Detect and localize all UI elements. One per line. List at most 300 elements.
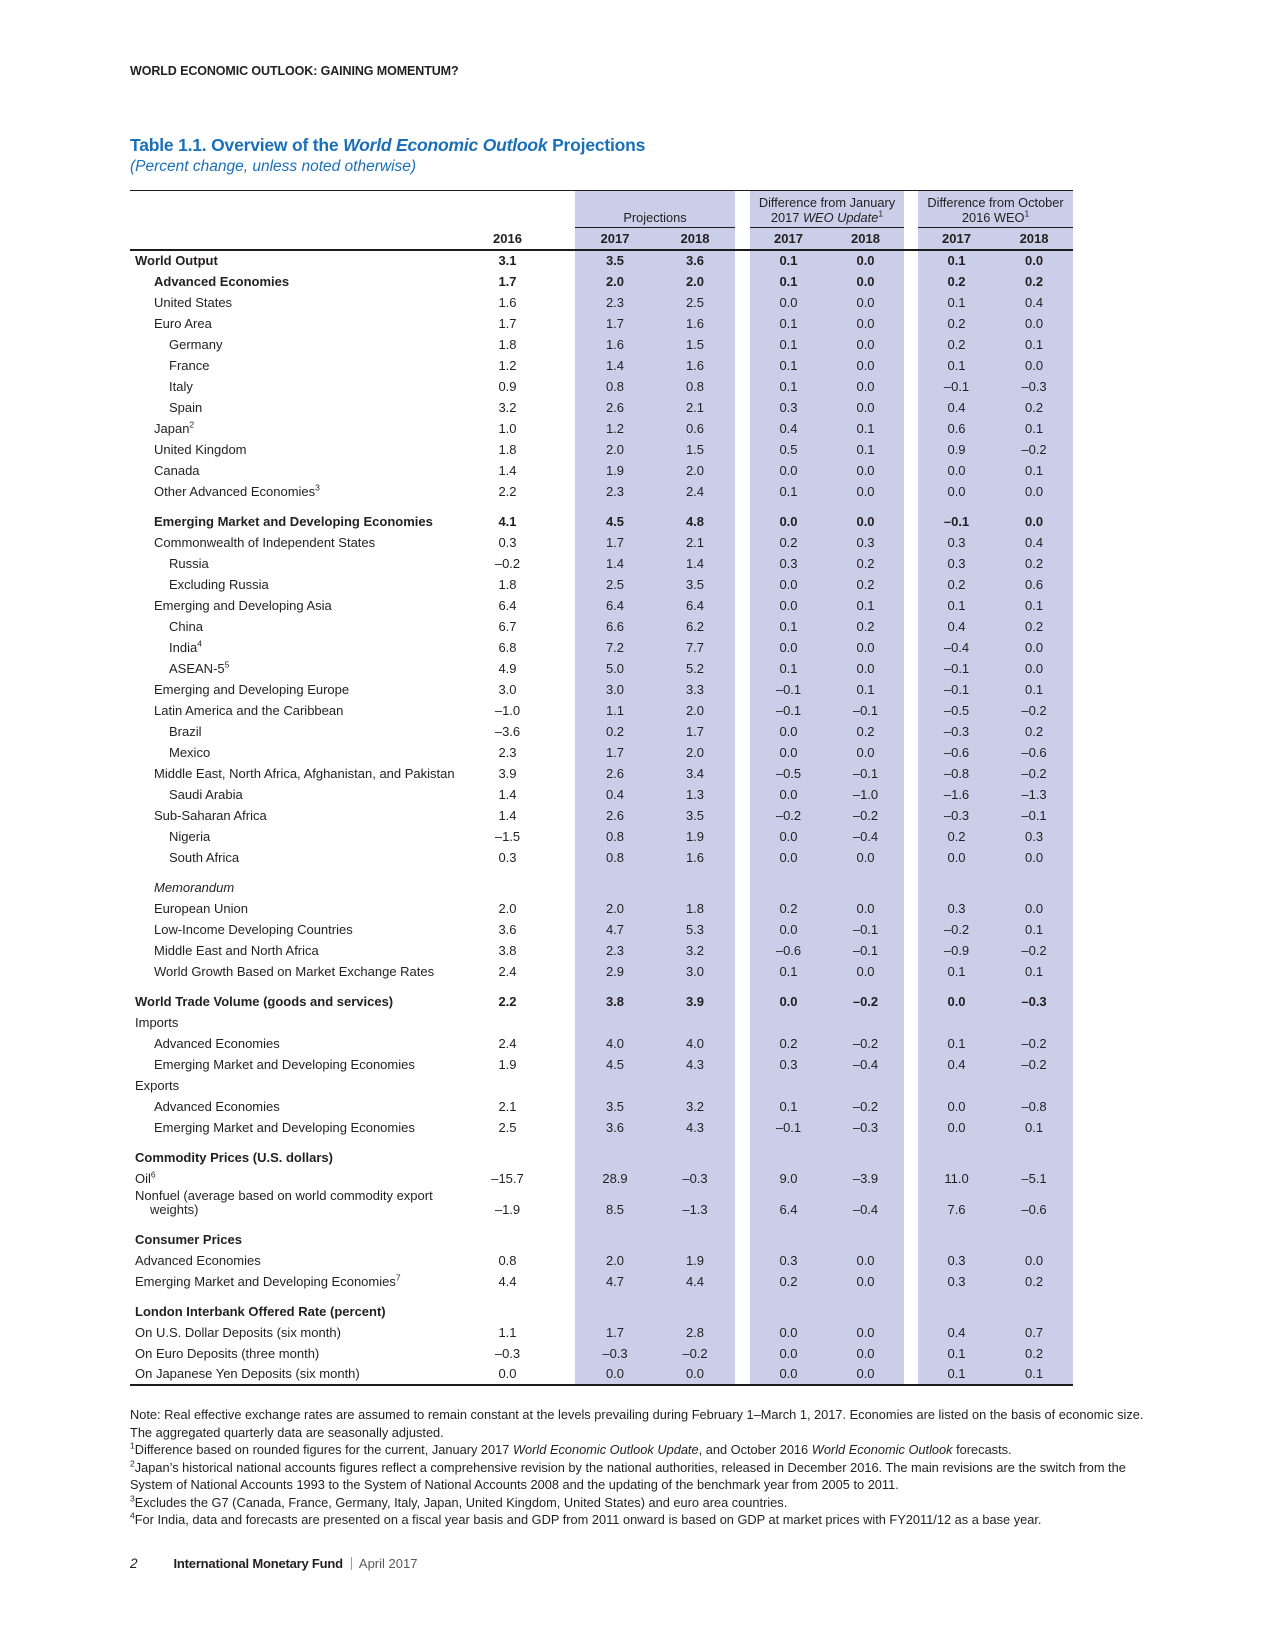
- column-gap: [904, 418, 918, 439]
- row-label: Italy: [169, 378, 193, 394]
- column-gap: [735, 763, 750, 784]
- column-gap: [904, 1229, 918, 1250]
- table-row: [130, 877, 1073, 898]
- cell-value: 1.5: [685, 336, 705, 352]
- column-gap: [735, 1301, 750, 1322]
- cell-value: 0.1: [779, 483, 798, 499]
- cell-value: 0.0: [779, 576, 798, 592]
- cell-value: 0.4: [605, 786, 625, 802]
- cell-value: 0.4: [947, 1056, 966, 1072]
- row-label: World Trade Volume (goods and services): [135, 993, 394, 1009]
- column-gap: [904, 616, 918, 637]
- cell-value: 0.0: [779, 849, 798, 865]
- table-title-italic: World Economic Outlook: [343, 135, 548, 155]
- cell-value: 2.5: [605, 576, 625, 592]
- cell-value: 1.7: [498, 273, 517, 289]
- row-label: South Africa: [169, 849, 240, 865]
- column-gap: [904, 1271, 918, 1292]
- table-row: [130, 1033, 1073, 1054]
- cell-value: 3.5: [685, 576, 705, 592]
- cell-value: –0.2: [775, 807, 802, 823]
- cell-value: 4.7: [605, 1273, 625, 1289]
- cell-value: [655, 1301, 735, 1322]
- cell-value: 0.2: [1024, 273, 1044, 289]
- cell-value: 0.3: [779, 1056, 798, 1072]
- row-label: London Interbank Offered Rate (percent): [135, 1303, 386, 1319]
- cell-value: 0.0: [1024, 252, 1044, 268]
- column-gap: [904, 228, 918, 250]
- cell-value: 0.1: [947, 357, 966, 373]
- cell-value: 1.4: [498, 786, 517, 802]
- empty-header-cell: [130, 228, 480, 250]
- cell-value: 7.6: [947, 1201, 966, 1217]
- cell-value: 4.3: [685, 1119, 705, 1135]
- cell-value: –0.2: [1021, 1035, 1047, 1051]
- cell-value: 0.0: [1024, 315, 1044, 331]
- row-label: On Euro Deposits (three month): [135, 1345, 320, 1361]
- table-row: [130, 826, 1073, 847]
- cell-value: 2.1: [498, 1098, 517, 1114]
- cell-value: 0.0: [1024, 639, 1044, 655]
- cell-value: 0.2: [1024, 723, 1044, 739]
- cell-value: 2.2: [498, 483, 517, 499]
- col-group-projections: [575, 191, 735, 228]
- cell-value: –0.2: [1021, 765, 1047, 781]
- column-gap: [735, 679, 750, 700]
- column-gap: [904, 1364, 918, 1385]
- table-note: Note: Real effective exchange rates are assumed to remain constant at the levels prevailing during February 1–March 1, 2017. Economies are listed on the basis of economic size. The aggregated quarterly data are seasonally adjusted.: [130, 1407, 1144, 1440]
- cell-value: 6.4: [605, 597, 625, 613]
- cell-value: 0.7: [1024, 1324, 1044, 1340]
- cell-value: –15.7: [491, 1170, 524, 1186]
- cell-value: –0.4: [943, 639, 970, 655]
- cell-value: 3.8: [605, 993, 625, 1009]
- cell-value: 0.4: [1024, 294, 1044, 310]
- cell-value: 0.3: [947, 1273, 966, 1289]
- cell-value: 0.0: [750, 1364, 827, 1385]
- column-gap: [904, 1250, 918, 1271]
- cell-value: 0.4: [947, 1324, 966, 1340]
- cell-value: 7.2: [605, 639, 625, 655]
- cell-value: 0.0: [480, 1364, 575, 1385]
- cell-value: 2.0: [685, 744, 705, 760]
- column-gap: [904, 397, 918, 418]
- cell-value: 8.5: [605, 1201, 625, 1217]
- cell-value: 0.0: [856, 252, 875, 268]
- column-gap: [735, 250, 750, 271]
- cell-value: 5.0: [605, 660, 625, 676]
- column-gap: [904, 1033, 918, 1054]
- col-group-diff-january: [750, 191, 904, 228]
- cell-value: –1.9: [494, 1201, 521, 1217]
- table-row: [130, 805, 1073, 826]
- row-label: Emerging Market and Developing Economies$^7$: [135, 1272, 401, 1289]
- cell-value: 6.2: [685, 618, 705, 634]
- table-row: [130, 271, 1073, 292]
- cell-value: [827, 1075, 904, 1096]
- cell-value: 0.0: [856, 900, 875, 916]
- cell-value: –0.1: [775, 681, 802, 697]
- cell-value: [655, 1147, 735, 1168]
- column-gap: [735, 940, 750, 961]
- cell-value: –0.1: [852, 921, 879, 937]
- column-gap: [904, 784, 918, 805]
- table-row: [130, 1189, 1073, 1220]
- cell-value: 0.8: [498, 1252, 517, 1268]
- row-label: Memorandum: [154, 879, 235, 895]
- cell-value: 0.0: [779, 723, 798, 739]
- cell-value: 0.2: [947, 315, 966, 331]
- row-label: Middle East, North Africa, Afghanistan, and Pakistan: [154, 765, 455, 781]
- year-header-2016: 2016: [480, 228, 575, 250]
- cell-value: [995, 1075, 1073, 1096]
- row-label-line2: weights): [150, 1201, 199, 1217]
- cell-value: –3.9: [852, 1170, 879, 1186]
- row-label: On Japanese Yen Deposits (six month): [135, 1365, 360, 1381]
- cell-value: 1.8: [498, 441, 517, 457]
- column-gap: [735, 1189, 750, 1220]
- row-label: Germany: [169, 336, 223, 352]
- running-head: WORLD ECONOMIC OUTLOOK: GAINING MOMENTUM?: [130, 64, 459, 78]
- cell-value: 2.6: [605, 399, 625, 415]
- cell-value: 0.0: [655, 1364, 735, 1385]
- column-gap: [735, 1147, 750, 1168]
- cell-value: [750, 1075, 827, 1096]
- cell-value: –0.4: [852, 1056, 879, 1072]
- cell-value: 0.2: [1024, 555, 1044, 571]
- column-gap: [904, 313, 918, 334]
- cell-value: 0.1: [947, 1035, 966, 1051]
- row-label: Imports: [135, 1014, 179, 1030]
- cell-value: 0.2: [856, 576, 875, 592]
- cell-value: 0.0: [779, 786, 798, 802]
- row-label: Advanced Economies: [135, 1252, 261, 1268]
- cell-value: 0.2: [605, 723, 625, 739]
- column-gap: [735, 511, 750, 532]
- column-gap: [904, 292, 918, 313]
- table-row: [130, 334, 1073, 355]
- cell-value: –0.6: [1021, 744, 1047, 760]
- cell-value: 0.0: [856, 273, 875, 289]
- cell-value: 3.0: [685, 963, 705, 979]
- row-label: Mexico: [169, 744, 211, 760]
- year-header: 2018: [995, 228, 1073, 250]
- cell-value: –0.1: [775, 1119, 802, 1135]
- cell-value: 3.6: [685, 252, 705, 268]
- cell-value: 2.4: [685, 483, 705, 499]
- column-gap: [735, 1343, 750, 1364]
- cell-value: 0.1: [947, 1345, 966, 1361]
- cell-value: 0.3: [498, 849, 517, 865]
- row-label: India$^4$: [169, 638, 202, 655]
- cell-value: –0.2: [852, 993, 879, 1009]
- cell-value: 0.0: [947, 993, 966, 1009]
- cell-value: 3.6: [605, 1119, 625, 1135]
- column-gap: [904, 553, 918, 574]
- cell-value: [480, 1147, 575, 1168]
- table-row: [130, 991, 1073, 1012]
- column-gap: [904, 877, 918, 898]
- cell-value: 0.3: [779, 555, 798, 571]
- cell-value: 0.1: [856, 597, 875, 613]
- cell-value: [995, 1012, 1073, 1033]
- cell-value: –1.3: [682, 1201, 708, 1217]
- table-row: [130, 1271, 1073, 1292]
- cell-value: 0.0: [856, 1273, 875, 1289]
- cell-value: –0.4: [852, 828, 879, 844]
- cell-value: 3.5: [685, 807, 705, 823]
- cell-value: [750, 1012, 827, 1033]
- column-gap: [904, 1189, 918, 1220]
- cell-value: –0.3: [943, 807, 970, 823]
- issue-date: April 2017: [358, 1556, 418, 1571]
- row-label: China: [169, 618, 203, 634]
- cell-value: 2.0: [498, 900, 517, 916]
- cell-value: –0.3: [494, 1345, 521, 1361]
- cell-value: 3.4: [685, 765, 705, 781]
- cell-value: 0.0: [1024, 513, 1044, 529]
- footnote: $^3$Excludes the G7 (Canada, France, Germany, Italy, Japan, United Kingdom, United States) and euro area countries.: [130, 1493, 788, 1510]
- row-label: Canada: [154, 462, 200, 478]
- cell-value: [918, 1075, 995, 1096]
- column-gap: [904, 1012, 918, 1033]
- row-label: Middle East and North Africa: [154, 942, 319, 958]
- cell-value: [655, 1229, 735, 1250]
- spacer-row: [130, 982, 1073, 991]
- cell-value: 2.3: [605, 483, 625, 499]
- row-label: Excluding Russia: [169, 576, 269, 592]
- column-gap: [735, 1012, 750, 1033]
- column-gap: [735, 805, 750, 826]
- cell-value: 1.6: [685, 849, 705, 865]
- row-label: Low-Income Developing Countries: [154, 921, 353, 937]
- cell-value: 0.0: [856, 1345, 875, 1361]
- column-gap: [735, 721, 750, 742]
- column-gap: [904, 700, 918, 721]
- cell-value: 6.6: [605, 618, 625, 634]
- cell-value: 3.0: [498, 681, 517, 697]
- table-row: [130, 637, 1073, 658]
- footnote: $^1$Difference based on rounded figures for the current, January 2017 World Economic Outlook Update, and October 2016 World Economic Outlook forecasts.: [130, 1440, 1012, 1457]
- cell-value: 0.0: [856, 849, 875, 865]
- column-gap: [735, 991, 750, 1012]
- cell-value: 0.1: [779, 252, 798, 268]
- row-label: Oil$^6$: [135, 1169, 156, 1186]
- column-gap: [735, 637, 750, 658]
- column-gap: [904, 1343, 918, 1364]
- column-gap: [904, 1096, 918, 1117]
- cell-value: 1.3: [685, 786, 705, 802]
- cell-value: [750, 1229, 827, 1250]
- cell-value: 0.2: [1024, 399, 1044, 415]
- cell-value: 2.3: [605, 942, 625, 958]
- table-row: [130, 397, 1073, 418]
- cell-value: 2.6: [605, 807, 625, 823]
- column-gap: [735, 1322, 750, 1343]
- column-gap: [735, 191, 750, 228]
- cell-value: 4.3: [685, 1056, 705, 1072]
- column-gap: [735, 742, 750, 763]
- cell-value: [655, 877, 735, 898]
- table-row: [130, 1096, 1073, 1117]
- cell-value: 0.0: [779, 639, 798, 655]
- column-gap: [735, 1168, 750, 1189]
- table-row: [130, 313, 1073, 334]
- cell-value: 0.1: [779, 1098, 798, 1114]
- cell-value: 2.4: [498, 1035, 517, 1051]
- cell-value: 0.1: [1024, 336, 1044, 352]
- cell-value: 0.1: [1024, 420, 1044, 436]
- column-gap: [735, 784, 750, 805]
- cell-value: –0.2: [1021, 942, 1047, 958]
- cell-value: –0.3: [943, 723, 970, 739]
- table-row: [130, 553, 1073, 574]
- cell-value: 3.6: [498, 921, 517, 937]
- publisher-name: International Monetary Fund: [173, 1556, 343, 1571]
- cell-value: 0.0: [856, 513, 875, 529]
- cell-value: 0.1: [856, 681, 875, 697]
- column-gap: [904, 1322, 918, 1343]
- cell-value: –0.2: [1021, 441, 1047, 457]
- column-gap: [904, 532, 918, 553]
- column-gap: [904, 439, 918, 460]
- cell-value: 0.1: [1024, 921, 1044, 937]
- column-gap: [735, 418, 750, 439]
- year-header: 2018: [827, 228, 904, 250]
- cell-value: –0.2: [682, 1345, 708, 1361]
- cell-value: 0.2: [947, 576, 966, 592]
- cell-value: –0.3: [682, 1170, 708, 1186]
- empty-header-cell: [130, 191, 575, 228]
- cell-value: 1.7: [605, 534, 625, 550]
- cell-value: 4.9: [498, 660, 517, 676]
- cell-value: –5.1: [1021, 1170, 1047, 1186]
- cell-value: –0.9: [943, 942, 970, 958]
- row-label: European Union: [154, 900, 248, 916]
- cell-value: 0.2: [1024, 1273, 1044, 1289]
- cell-value: 0.1: [856, 441, 875, 457]
- column-gap: [904, 898, 918, 919]
- cell-value: –1.6: [943, 786, 970, 802]
- cell-value: 0.0: [856, 315, 875, 331]
- cell-value: 0.1: [1024, 1119, 1044, 1135]
- table-row: [130, 919, 1073, 940]
- cell-value: [827, 877, 904, 898]
- cell-value: 6.7: [498, 618, 517, 634]
- cell-value: 0.6: [947, 420, 966, 436]
- spacer-row: [130, 1138, 1073, 1147]
- column-gap: [735, 961, 750, 982]
- cell-value: [918, 1012, 995, 1033]
- row-label: Emerging Market and Developing Economies: [154, 1056, 415, 1072]
- column-gap: [735, 826, 750, 847]
- column-gap: [735, 595, 750, 616]
- cell-value: 0.0: [947, 1119, 966, 1135]
- cell-value: 0.3: [779, 399, 798, 415]
- cell-value: 0.0: [1024, 660, 1044, 676]
- row-label: Saudi Arabia: [169, 786, 243, 802]
- cell-value: [575, 1301, 655, 1322]
- cell-value: 3.2: [685, 1098, 705, 1114]
- column-gap: [904, 637, 918, 658]
- cell-value: –0.3: [602, 1345, 628, 1361]
- col-group-label-line1: Difference from January: [758, 195, 896, 210]
- cell-value: 4.0: [605, 1035, 625, 1051]
- year-header: 2017: [575, 228, 655, 250]
- spacer-row: [130, 1220, 1073, 1229]
- table-title: [130, 135, 645, 156]
- cell-value: 3.1: [498, 252, 517, 268]
- row-label: Advanced Economies: [154, 273, 290, 289]
- column-gap: [904, 919, 918, 940]
- cell-value: [918, 1229, 995, 1250]
- column-gap: [735, 532, 750, 553]
- cell-value: 0.2: [1024, 618, 1044, 634]
- table-row: [130, 1012, 1073, 1033]
- cell-value: 2.5: [498, 1119, 517, 1135]
- cell-value: 2.0: [685, 462, 705, 478]
- table-row: [130, 742, 1073, 763]
- cell-value: 0.5: [779, 441, 798, 457]
- year-header: 2017: [750, 228, 827, 250]
- cell-value: 3.8: [498, 942, 517, 958]
- cell-value: [575, 1075, 655, 1096]
- column-gap: [735, 1033, 750, 1054]
- table-row: [130, 460, 1073, 481]
- cell-value: 1.7: [605, 744, 625, 760]
- table-row: [130, 961, 1073, 982]
- cell-value: 1.0: [498, 420, 517, 436]
- column-gap: [735, 1054, 750, 1075]
- column-gap: [904, 460, 918, 481]
- cell-value: [655, 1075, 735, 1096]
- table-row: [130, 376, 1073, 397]
- cell-value: 0.0: [1024, 483, 1044, 499]
- cell-value: 4.8: [685, 513, 705, 529]
- footnote: $^2$Japan’s historical national accounts figures reflect a comprehensive revision by the national authorities, released in December 2016. The main revisions are the switch from the System of National Accounts 1993 to the System of National Accounts 2008 and the updating of the benchmark year from 2005 to 2011.: [130, 1458, 1126, 1492]
- cell-value: 0.2: [779, 1035, 798, 1051]
- table-row: [130, 1364, 1073, 1385]
- table-row: [130, 1322, 1073, 1343]
- row-label: Russia: [169, 555, 209, 571]
- cell-value: [918, 877, 995, 898]
- row-label: Emerging and Developing Europe: [154, 681, 350, 697]
- cell-value: 6.4: [779, 1201, 798, 1217]
- cell-value: –0.2: [852, 1035, 879, 1051]
- table-row: [130, 1250, 1073, 1271]
- spacer-row: [130, 868, 1073, 877]
- cell-value: 0.1: [779, 378, 798, 394]
- cell-value: 4.7: [605, 921, 625, 937]
- column-gap: [735, 355, 750, 376]
- cell-value: [480, 1075, 575, 1096]
- cell-value: [827, 1229, 904, 1250]
- cell-value: 2.4: [498, 963, 517, 979]
- weo-projections-table: [130, 190, 1073, 1386]
- cell-value: 0.0: [947, 849, 966, 865]
- column-gap: [735, 1229, 750, 1250]
- cell-value: 1.6: [605, 336, 625, 352]
- cell-value: 0.3: [947, 900, 966, 916]
- cell-value: [827, 1301, 904, 1322]
- cell-value: 0.1: [947, 252, 966, 268]
- column-gap: [904, 1147, 918, 1168]
- row-label: ASEAN-$5^5$: [169, 659, 230, 676]
- cell-value: 1.9: [498, 1056, 517, 1072]
- row-label: Commodity Prices (U.S. dollars): [135, 1149, 333, 1165]
- cell-value: –0.5: [775, 765, 802, 781]
- cell-value: 1.4: [498, 807, 517, 823]
